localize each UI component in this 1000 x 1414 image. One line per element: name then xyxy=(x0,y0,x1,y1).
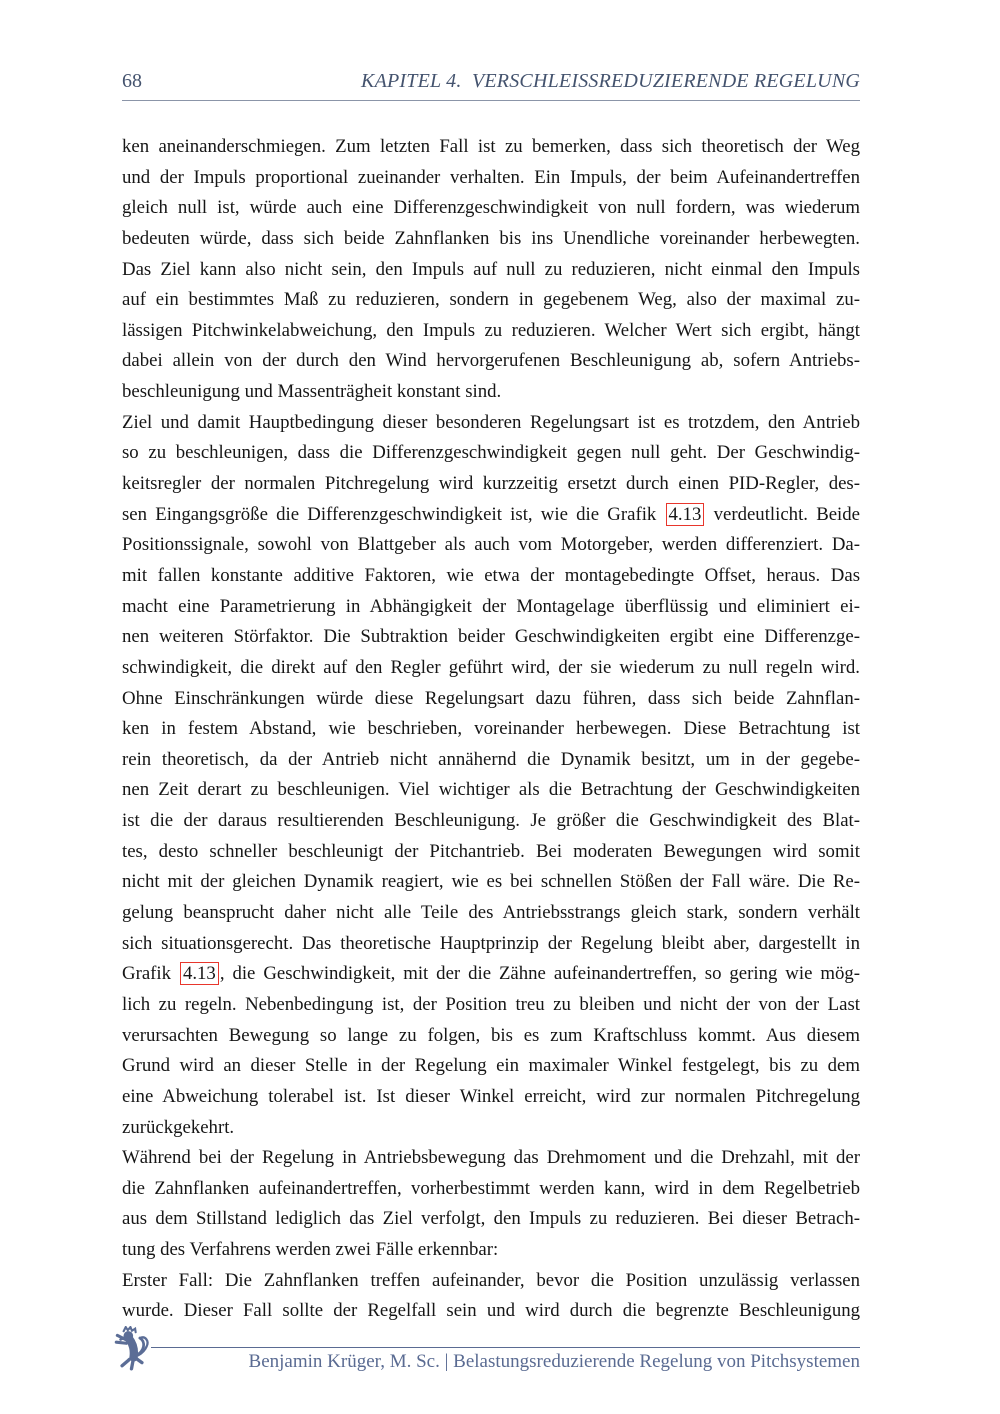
text-line xyxy=(122,1051,860,1082)
text-run: keitsregler der normalen Pitchregelung wird kurzzeitig ersetzt durch einen PID-Regler, des- xyxy=(122,473,860,495)
text-line xyxy=(122,1113,860,1144)
text-line xyxy=(122,622,860,653)
text-run: wurde. Dieser Fall sollte der Regelfall sein und wird durch die begrenzte Beschleunigung xyxy=(122,1300,860,1322)
text-line xyxy=(122,1266,860,1297)
text-run: eine Abweichung tolerabel ist. Ist dieser Winkel erreicht, wird zur normalen Pitchregelung xyxy=(122,1085,860,1107)
text-line xyxy=(122,377,860,408)
text-run: auf ein bestimmtes Maß zu reduzieren, sondern in gegebenem Weg, also der maximal zu- xyxy=(122,289,860,311)
figure-reference-link[interactable]: 4.13 xyxy=(180,962,219,985)
text-run: sen Eingangsgröße die Differenzgeschwindigkeit ist, wie die Grafik xyxy=(122,503,665,525)
text-line xyxy=(122,1143,860,1174)
text-line xyxy=(122,1082,860,1113)
text-line xyxy=(122,684,860,715)
text-run: verursachten Bewegung so lange zu folgen, bis es zum Kraftschluss kommt. Aus diesem xyxy=(122,1024,860,1046)
chapter-header-title: KAPITEL 4. VERSCHLEISSREDUZIERENDE REGELUNG xyxy=(361,70,860,92)
text-run: tung des Verfahrens werden zwei Fälle erkennbar: xyxy=(122,1239,499,1261)
text-run: Während bei der Regelung in Antriebsbewegung das Drehmoment und die Drehzahl, mit der xyxy=(122,1147,860,1169)
text-run: ken in festem Abstand, wie beschrieben, voreinander herbewegen. Diese Betrachtung ist xyxy=(122,718,860,740)
text-line xyxy=(122,806,860,837)
text-run: Ohne Einschränkungen würde diese Regelungsart dazu führen, dass sich beide Zahnflan- xyxy=(122,687,860,709)
text-run: beschleunigung und Massenträgheit konstant sind. xyxy=(122,381,502,403)
text-run: tes, desto schneller beschleunigt der Pitchantrieb. Bei moderaten Bewegungen wird somit xyxy=(122,840,860,862)
text-run: Positionssignale, sowohl von Blattgeber als auch vom Motorgeber, werden differenziert. Da- xyxy=(122,534,860,556)
text-run: schwindigkeit, die direkt auf den Regler geführt wird, der sie wiederum zu null regeln wird. xyxy=(122,656,860,678)
text-run: sich situationsgerecht. Das theoretische Hauptprinzip der Regelung bleibt aber, dargestellt in xyxy=(122,932,860,954)
text-line xyxy=(122,561,860,592)
text-line xyxy=(122,959,860,990)
text-line xyxy=(122,224,860,255)
text-run: nen weiteren Störfaktor. Die Subtraktion beider Geschwindigkeiten ergibt eine Differenzge- xyxy=(122,626,860,648)
text-line xyxy=(122,990,860,1021)
text-line xyxy=(122,1204,860,1235)
text-block xyxy=(122,132,860,1327)
text-run: macht eine Parametrierung in Abhängigkeit der Montagelage überflüssig und eliminiert ei- xyxy=(122,595,860,617)
text-line xyxy=(122,929,860,960)
text-line xyxy=(122,469,860,500)
text-run: nicht mit der gleichen Dynamik reagiert, wie es bei schnellen Stößen der Fall wäre. Die Re- xyxy=(122,871,860,893)
text-line xyxy=(122,1021,860,1052)
text-line xyxy=(122,408,860,439)
text-run: nen Zeit derart zu beschleunigen. Viel wichtiger als die Betrachtung der Geschwindigkeiten xyxy=(122,779,860,801)
footer-rule xyxy=(151,1347,860,1348)
text-line xyxy=(122,1174,860,1205)
text-line xyxy=(122,316,860,347)
text-run: Das Ziel kann also nicht sein, den Impuls auf null zu reduzieren, nicht einmal den Impuls xyxy=(122,258,860,280)
text-line xyxy=(122,745,860,776)
text-line xyxy=(122,255,860,286)
text-run: gleich null ist, würde auch eine Differenzgeschwindigkeit von null fordern, was wiederum xyxy=(122,197,860,219)
text-run: , die Geschwindigkeit, mit der die Zähne aufeinandertreffen, so gering wie mög- xyxy=(219,963,860,985)
text-run: zurückgekehrt. xyxy=(122,1116,235,1138)
text-run: dabei allein von der durch den Wind hervorgerufenen Beschleunigung ab, sofern Antriebs- xyxy=(122,350,860,372)
text-line xyxy=(122,530,860,561)
page-number: 68 xyxy=(122,70,142,92)
figure-reference-link[interactable]: 4.13 xyxy=(666,503,705,526)
text-line xyxy=(122,438,860,469)
text-line xyxy=(122,346,860,377)
text-run: aus dem Stillstand lediglich das Ziel verfolgt, den Impuls zu reduzieren. Bei dieser Betrach- xyxy=(122,1208,860,1230)
page-header xyxy=(122,70,860,101)
text-line xyxy=(122,775,860,806)
text-line xyxy=(122,837,860,868)
text-run: ist die der daraus resultierenden Beschleunigung. Je größer die Geschwindigkeit des Blat- xyxy=(122,810,860,832)
text-run: lässigen Pitchwinkelabweichung, den Impuls zu reduzieren. Welcher Wert sich ergibt, hängt xyxy=(122,319,860,341)
text-line xyxy=(122,500,860,531)
text-line xyxy=(122,285,860,316)
text-run: Ziel und damit Hauptbedingung dieser besonderen Regelungsart ist es trotzdem, den Antrieb xyxy=(122,411,860,433)
text-run: Erster Fall: Die Zahnflanken treffen aufeinander, bevor die Position unzulässig verlassen xyxy=(122,1269,860,1291)
text-line xyxy=(122,592,860,623)
text-line xyxy=(122,653,860,684)
text-line xyxy=(122,193,860,224)
text-run: verdeutlicht. Beide xyxy=(705,503,860,525)
text-run: rein theoretisch, da der Antrieb nicht annähernd die Dynamik besitzt, um in der gegebe- xyxy=(122,748,860,770)
text-line xyxy=(122,132,860,163)
text-run: Grafik xyxy=(122,963,179,985)
text-run: Grund wird an dieser Stelle in der Regelung ein maximaler Winkel festgelegt, bis zu dem xyxy=(122,1055,860,1077)
text-run: die Zahnflanken aufeinandertreffen, vorherbestimmt werden kann, wird in dem Regelbetrieb xyxy=(122,1177,860,1199)
text-run: und der Impuls proportional zueinander verhalten. Ein Impuls, der beim Aufeinandertreffen xyxy=(122,166,860,188)
text-line xyxy=(122,1235,860,1266)
text-run: so zu beschleunigen, dass die Differenzgeschwindigkeit gegen null geht. Der Geschwindig- xyxy=(122,442,860,464)
text-run: mit fallen konstante additive Faktoren, wie etwa der montagebedingte Offset, heraus. Das xyxy=(122,564,860,586)
text-line xyxy=(122,163,860,194)
text-run: gelung beansprucht daher nicht alle Teile des Antriebsstrangs gleich stark, sondern verhält xyxy=(122,902,860,924)
text-run: ken aneinanderschmiegen. Zum letzten Fall ist zu bemerken, dass sich theoretisch der Weg xyxy=(122,136,860,157)
text-line xyxy=(122,867,860,898)
text-line xyxy=(122,1296,860,1327)
text-line xyxy=(122,714,860,745)
text-run: bedeuten würde, dass sich beide Zahnflanken bis ins Unendliche voreinander herbewegten. xyxy=(122,227,860,249)
text-line xyxy=(122,898,860,929)
author-credit: Benjamin Krüger, M. Sc. | Belastungsreduzierende Regelung von Pitchsystemen xyxy=(248,1351,860,1372)
text-run: lich zu regeln. Nebenbedingung ist, der Position treu zu bleiben und nicht der von der Last xyxy=(122,993,860,1015)
